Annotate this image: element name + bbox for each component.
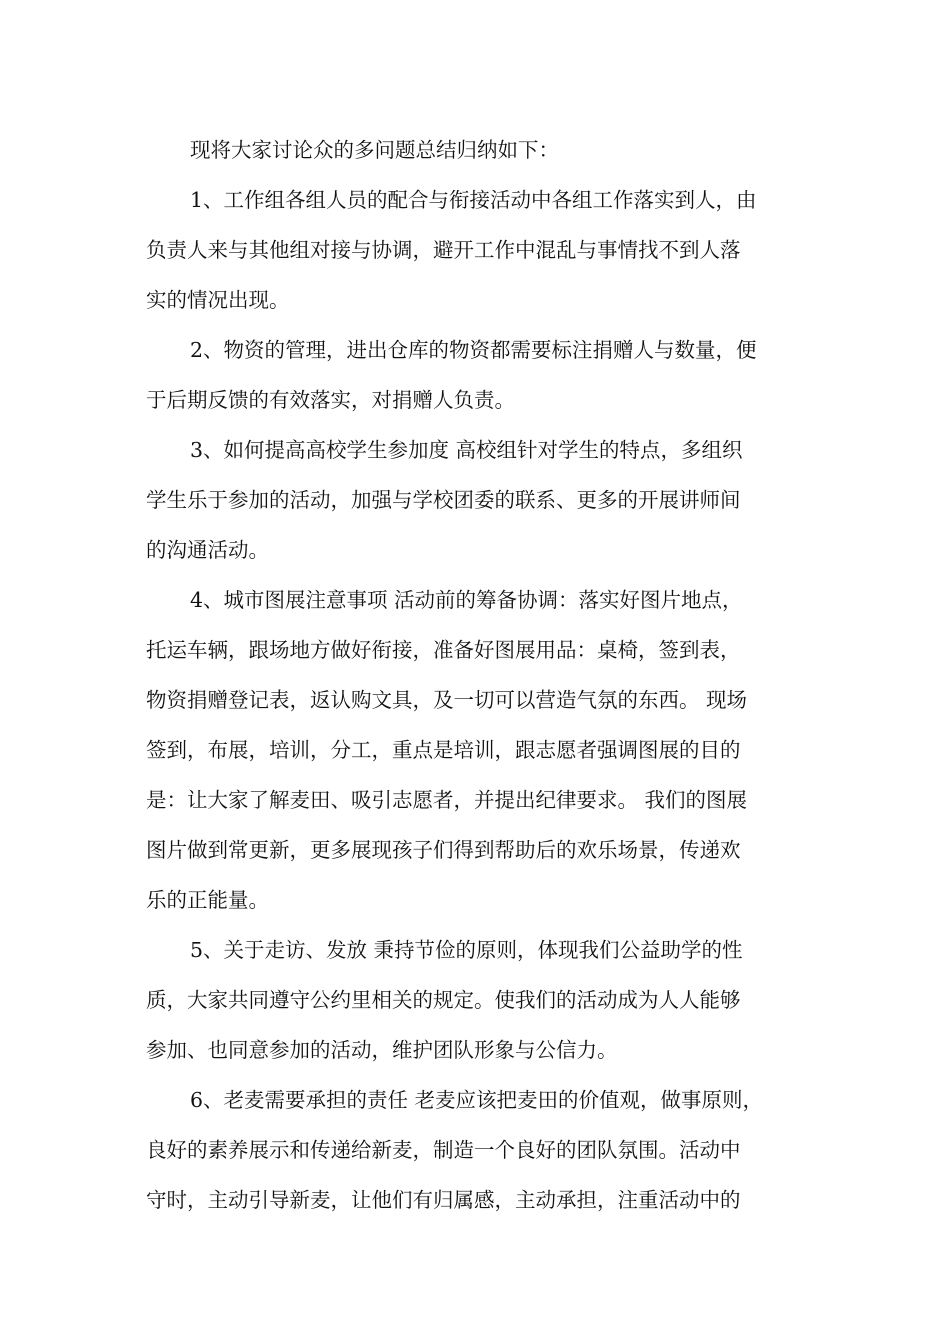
item-6-line-1: 6、老麦需要承担的责任 老麦应该把麦田的价值观，做事原则， <box>190 1088 764 1112</box>
item-5-line-3: 参加、也同意参加的活动，维护团队形象与公信力。 <box>146 1038 618 1062</box>
item-4-line-1: 4、城市图展注意事项 活动前的筹备协调：落实好图片地点， <box>190 588 743 612</box>
item-1-line-1: 1、工作组各组人员的配合与衔接活动中各组工作落实到人，由 <box>190 188 757 212</box>
item-6-line-2: 良好的素养展示和传递给新麦，制造一个良好的团队氛围。活动中 <box>146 1138 741 1162</box>
item-2-line-2: 于后期反馈的有效落实，对捐赠人负责。 <box>146 388 515 412</box>
item-3-line-2: 学生乐于参加的活动，加强与学校团委的联系、更多的开展讲师间 <box>146 488 741 512</box>
item-1-line-2: 负责人来与其他组对接与协调，避开工作中混乱与事情找不到人落 <box>146 238 741 262</box>
item-4-line-7: 乐的正能量。 <box>146 888 269 912</box>
item-4-line-4: 签到，布展，培训，分工，重点是培训，跟志愿者强调图展的目的 <box>146 738 741 762</box>
item-5-line-2: 质，大家共同遵守公约里相关的规定。使我们的活动成为人人能够 <box>146 988 741 1012</box>
item-3-line-1: 3、如何提高高校学生参加度 高校组针对学生的特点，多组织 <box>190 438 743 462</box>
item-5-line-1: 5、关于走访、发放 秉持节俭的原则，体现我们公益助学的性 <box>190 938 743 962</box>
item-1-line-3: 实的情况出现。 <box>146 288 290 312</box>
intro-line: 现将大家讨论众的多问题总结归纳如下： <box>190 138 559 162</box>
item-3-line-3: 的沟通活动。 <box>146 538 269 562</box>
item-4-line-5: 是：让大家了解麦田、吸引志愿者，并提出纪律要求。 我们的图展 <box>146 788 748 812</box>
item-4-line-3: 物资捐赠登记表，返认购文具，及一切可以营造气氛的东西。 现场 <box>146 688 748 712</box>
item-6-line-3: 守时，主动引导新麦，让他们有归属感，主动承担，注重活动中的 <box>146 1188 741 1212</box>
item-2-line-1: 2、物资的管理，进出仓库的物资都需要标注捐赠人与数量，便 <box>190 338 757 362</box>
item-4-line-2: 托运车辆，跟场地方做好衔接，准备好图展用品：桌椅，签到表， <box>146 638 741 662</box>
item-4-line-6: 图片做到常更新，更多展现孩子们得到帮助后的欢乐场景，传递欢 <box>146 838 741 862</box>
